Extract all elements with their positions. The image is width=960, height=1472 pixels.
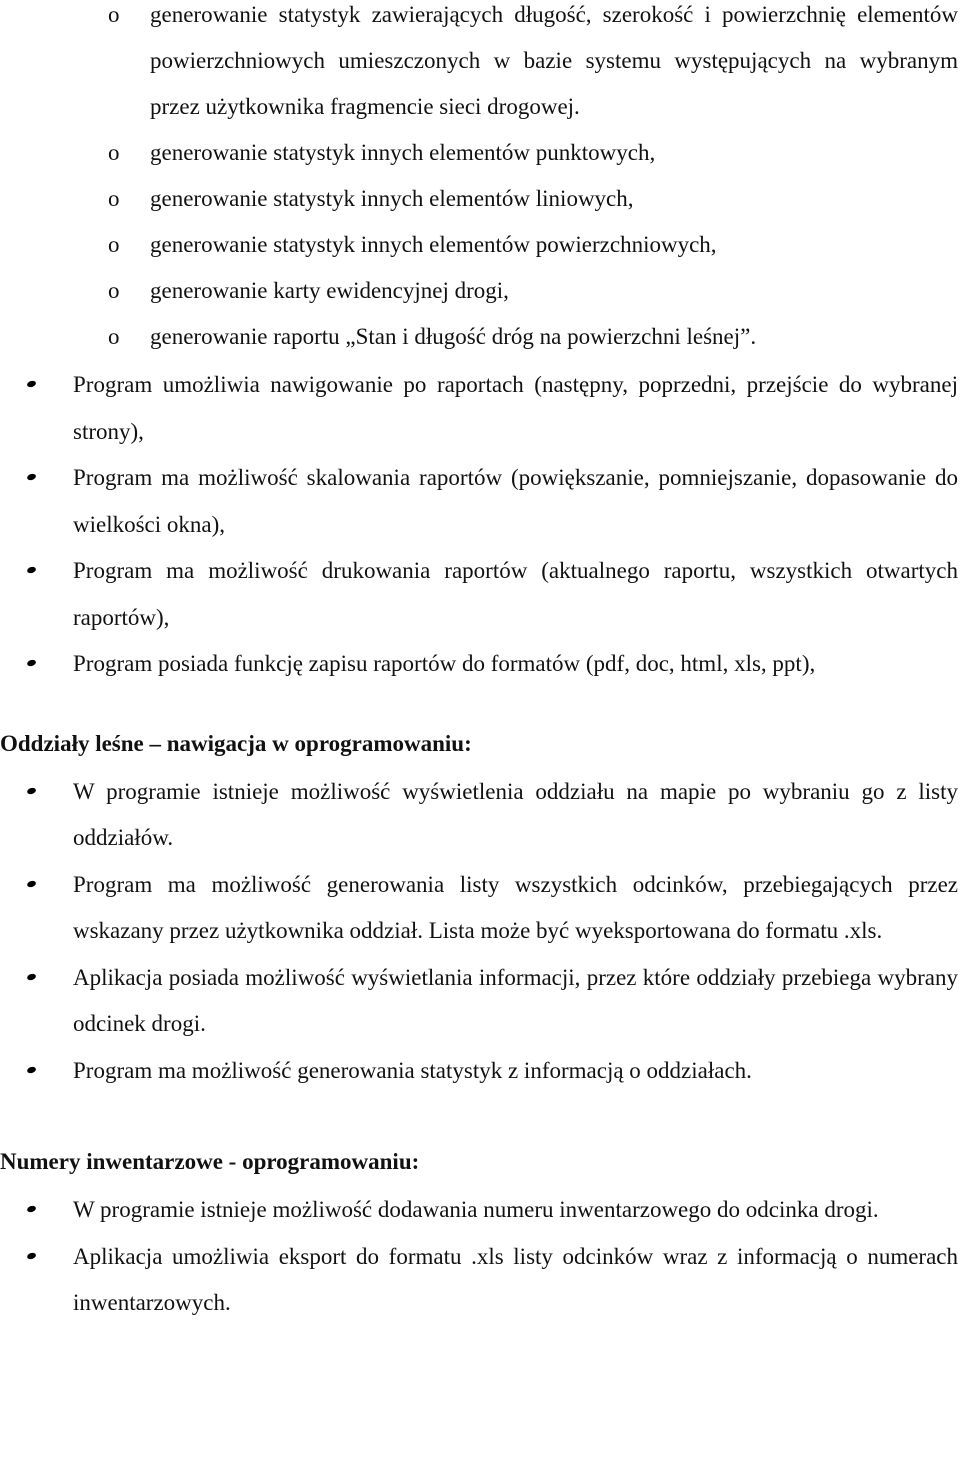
section-heading-oddzialy: Oddziały leśne – nawigacja w oprogramowaniu: (0, 730, 472, 756)
list-item-text: Program ma możliwość generowania statystyk z informacją o oddziałach. (73, 1057, 752, 1083)
list-item (0, 1187, 960, 1234)
list-marker: o (108, 232, 120, 257)
list-item (0, 222, 960, 268)
list-item-text: generowanie karty ewidencyjnej drogi, (150, 278, 509, 303)
bullet-dot-icon (26, 786, 36, 794)
list-item (0, 1048, 960, 1095)
bullet-dot-icon (26, 879, 36, 887)
list-item-text: Aplikacja umożliwia eksport do formatu .xls listy odcinków wraz z informacją o numerach inwentarzowych. (73, 1243, 958, 1315)
list-item (0, 548, 960, 641)
list-item-text: Program ma możliwość drukowania raportów (aktualnego raportu, wszystkich otwartych raportów), (73, 558, 958, 630)
bullet-dot-icon (26, 1065, 36, 1073)
list-item (0, 862, 960, 955)
list-item (0, 955, 960, 1048)
list-item-text: Aplikacja posiada możliwość wyświetlania informacji, przez które oddziały przebiega wybrany odcinek drogi. (73, 964, 958, 1036)
list-item (0, 641, 960, 688)
list-item-text: generowanie statystyk innych elementów punktowych, (150, 140, 656, 165)
list-item (0, 455, 960, 548)
program-features-list (0, 362, 960, 688)
list-item (0, 176, 960, 222)
numery-features-list (0, 1187, 960, 1327)
oddzialy-features-list (0, 769, 960, 1095)
list-marker: o (108, 2, 120, 27)
list-item-text: W programie istnieje możliwość dodawania numeru inwentarzowego do odcinka drogi. (73, 1197, 879, 1222)
list-item-text: Program ma możliwość skalowania raportów (powiększanie, pomniejszanie, dopasowanie do wielkości okna), (73, 465, 958, 537)
list-item-text: generowanie statystyk zawierających długość, szerokość i powierzchnię elementów powierzchniowych umieszczonych w bazie systemu występujących na wybranym przez użytkownika fragmencie sieci drogowej. (150, 2, 958, 119)
list-item (0, 362, 960, 455)
list-item (0, 268, 960, 314)
section-heading-numery: Numery inwentarzowe - oprogramowaniu: (0, 1149, 420, 1174)
list-item (0, 130, 960, 176)
list-item (0, 769, 960, 862)
list-marker: o (108, 186, 120, 211)
list-marker: o (108, 278, 120, 303)
bullet-dot-icon (26, 1251, 36, 1259)
list-marker: o (108, 324, 120, 349)
bullet-dot-icon (26, 659, 36, 667)
list-marker: o (108, 140, 120, 165)
list-item-text: Program umożliwia nawigowanie po raportach (następny, poprzedni, przejście do wybranej strony), (73, 372, 958, 444)
list-item-text: Program ma możliwość generowania listy wszystkich odcinków, przebiegających przez wskazany przez użytkownika oddział. Lista może być wyeksportowana do formatu .xls. (73, 871, 958, 943)
bullet-dot-icon (26, 972, 36, 980)
list-item-text: W programie istnieje możliwość wyświetlenia oddziału na mapie po wybraniu go z listy oddziałów. (73, 778, 958, 850)
statistics-sublist (0, 0, 960, 360)
bullet-dot-icon (26, 380, 36, 388)
bullet-dot-icon (26, 1205, 36, 1213)
list-item-text: generowanie statystyk innych elementów liniowych, (150, 186, 634, 211)
list-item (0, 1234, 960, 1327)
list-item-text: Program posiada funkcję zapisu raportów do formatów (pdf, doc, html, xls, ppt), (73, 651, 816, 676)
list-item-text: generowanie statystyk innych elementów powierzchniowych, (150, 232, 717, 257)
list-item-text: generowanie raportu „Stan i długość dróg na powierzchni leśnej”. (150, 324, 757, 349)
list-item (0, 0, 960, 130)
list-item (0, 314, 960, 360)
bullet-dot-icon (26, 473, 36, 481)
bullet-dot-icon (26, 566, 36, 574)
